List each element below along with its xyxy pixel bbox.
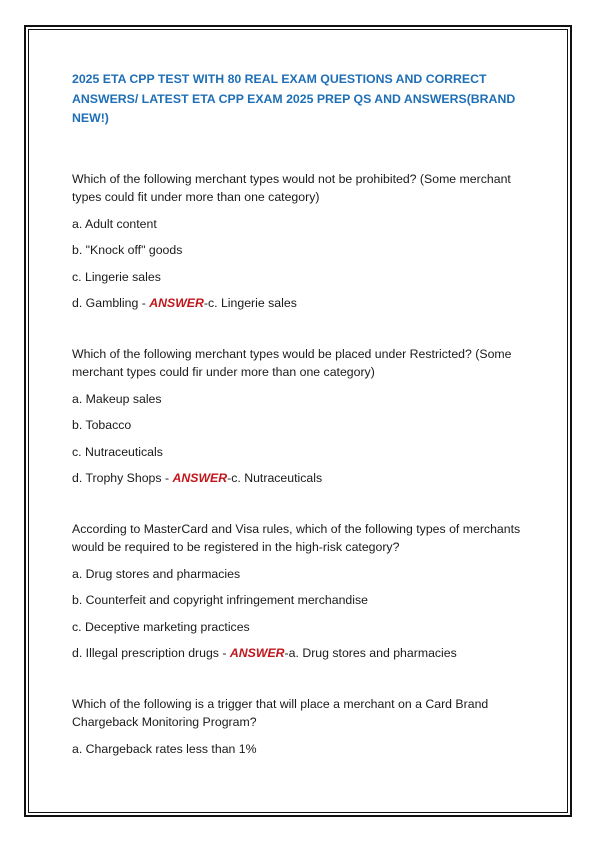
answer-text: -c. Nutraceuticals — [227, 471, 323, 485]
question-text: According to MasterCard and Visa rules, which of the following types of merchants would be required to be registered in the high-risk category? — [72, 521, 521, 554]
question-block-3 — [72, 520, 522, 663]
question-block-4 — [72, 695, 522, 759]
option-d-with-answer — [72, 294, 522, 313]
question-block-1 — [72, 170, 522, 313]
answer-label: ANSWER — [229, 646, 285, 660]
option-c: c. Nutraceuticals — [72, 444, 163, 459]
option-a: a. Drug stores and pharmacies — [72, 566, 241, 581]
option-d: d. Illegal prescription drugs - — [72, 646, 230, 660]
document-body — [72, 70, 522, 790]
answer-label: ANSWER — [172, 471, 228, 485]
question-text: Which of the following is a trigger that will place a merchant on a Card Brand Chargeback Monitoring Program? — [72, 696, 489, 729]
question-block-2 — [72, 345, 522, 488]
option-a: a. Chargeback rates less than 1% — [72, 741, 257, 756]
answer-text: -c. Lingerie sales — [203, 296, 297, 310]
option-b: b. "Knock off" goods — [72, 243, 183, 257]
document-title: 2025 ETA CPP TEST WITH 80 REAL EXAM QUESTIONS AND CORRECT ANSWERS/ LATEST ETA CPP EXAM 2025 PREP QS AND ANSWERS(BRAND NEW!) — [72, 72, 516, 125]
option-d-with-answer — [72, 469, 522, 488]
option-c: c. Lingerie sales — [72, 269, 161, 284]
option-d: d. Gambling - — [72, 296, 150, 310]
option-b: b. Tobacco — [72, 418, 132, 432]
option-d-with-answer — [72, 644, 522, 663]
answer-text: -a. Drug stores and pharmacies — [284, 646, 457, 660]
question-text: Which of the following merchant types would be placed under Restricted? (Some merchant types could fir under more than one category) — [72, 346, 512, 379]
question-text: Which of the following merchant types would not be prohibited? (Some merchant types could fit under more than one category) — [72, 171, 511, 204]
option-c: c. Deceptive marketing practices — [72, 619, 250, 634]
answer-label: ANSWER — [149, 296, 204, 310]
option-d: d. Trophy Shops - — [72, 471, 173, 485]
option-a: a. Adult content — [72, 216, 157, 231]
option-a: a. Makeup sales — [72, 391, 162, 406]
option-b: b. Counterfeit and copyright infringement merchandise — [72, 593, 368, 607]
